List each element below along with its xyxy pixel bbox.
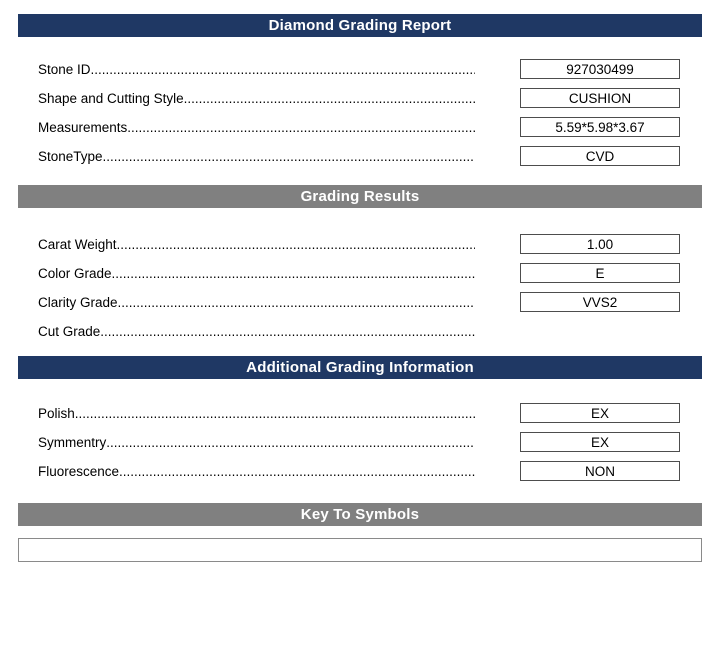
fluorescence-value[interactable] xyxy=(520,461,680,481)
additional-info-bar xyxy=(18,356,702,379)
symmetry-label: Symmentry xyxy=(38,434,107,450)
key-to-symbols-title: Key To Symbols xyxy=(300,506,420,523)
polish-value[interactable] xyxy=(520,403,680,423)
dotted-leader xyxy=(184,91,475,106)
key-to-symbols-bar xyxy=(18,503,702,526)
fluorescence-row xyxy=(38,461,680,481)
color-grade-label: Color Grade xyxy=(38,265,112,281)
carat-weight-label: Carat Weight xyxy=(38,236,117,252)
stone-type-label: StoneType xyxy=(38,148,103,164)
color-grade-value[interactable] xyxy=(520,263,680,283)
cut-grade-label: Cut Grade xyxy=(38,323,101,339)
stone-id-label: Stone ID xyxy=(38,61,91,77)
color-grade-row xyxy=(38,263,680,283)
polish-row xyxy=(38,403,680,423)
shape-value[interactable] xyxy=(520,88,680,108)
dotted-leader xyxy=(75,406,475,421)
key-to-symbols-box[interactable] xyxy=(18,538,702,562)
stone-id-row xyxy=(38,59,680,79)
measurements-label: Measurements xyxy=(38,119,128,135)
report-title: Diamond Grading Report xyxy=(268,17,452,34)
dotted-leader xyxy=(91,62,475,77)
dotted-leader xyxy=(100,324,475,339)
fluorescence-label: Fluorescence xyxy=(38,463,120,479)
symmetry-row xyxy=(38,432,680,452)
polish-label: Polish xyxy=(38,405,75,421)
dotted-leader xyxy=(118,295,475,310)
grading-results-section xyxy=(0,234,720,341)
stone-type-row xyxy=(38,146,680,166)
symmetry-value[interactable] xyxy=(520,432,680,452)
clarity-grade-value[interactable] xyxy=(520,292,680,312)
stone-type-value[interactable] xyxy=(520,146,680,166)
additional-info-section xyxy=(0,403,720,481)
shape-label: Shape and Cutting Style xyxy=(38,90,184,106)
key-to-symbols-section xyxy=(18,538,702,562)
carat-weight-value[interactable] xyxy=(520,234,680,254)
carat-weight-row xyxy=(38,234,680,254)
stone-id-value[interactable] xyxy=(520,59,680,79)
dotted-leader xyxy=(103,149,475,164)
additional-info-title: Additional Grading Information xyxy=(246,359,474,376)
measurements-value[interactable] xyxy=(520,117,680,137)
dotted-leader xyxy=(117,237,475,252)
shape-row xyxy=(38,88,680,108)
dotted-leader xyxy=(119,464,475,479)
clarity-grade-label: Clarity Grade xyxy=(38,294,118,310)
clarity-grade-row xyxy=(38,292,680,312)
grading-results-title: Grading Results xyxy=(300,188,420,205)
dotted-leader xyxy=(112,266,475,281)
grading-results-bar xyxy=(18,185,702,208)
identification-section xyxy=(0,59,720,166)
measurements-row xyxy=(38,117,680,137)
dotted-leader xyxy=(106,435,475,450)
dotted-leader xyxy=(127,120,475,135)
cut-grade-row xyxy=(38,321,680,341)
report-title-bar xyxy=(18,14,702,37)
